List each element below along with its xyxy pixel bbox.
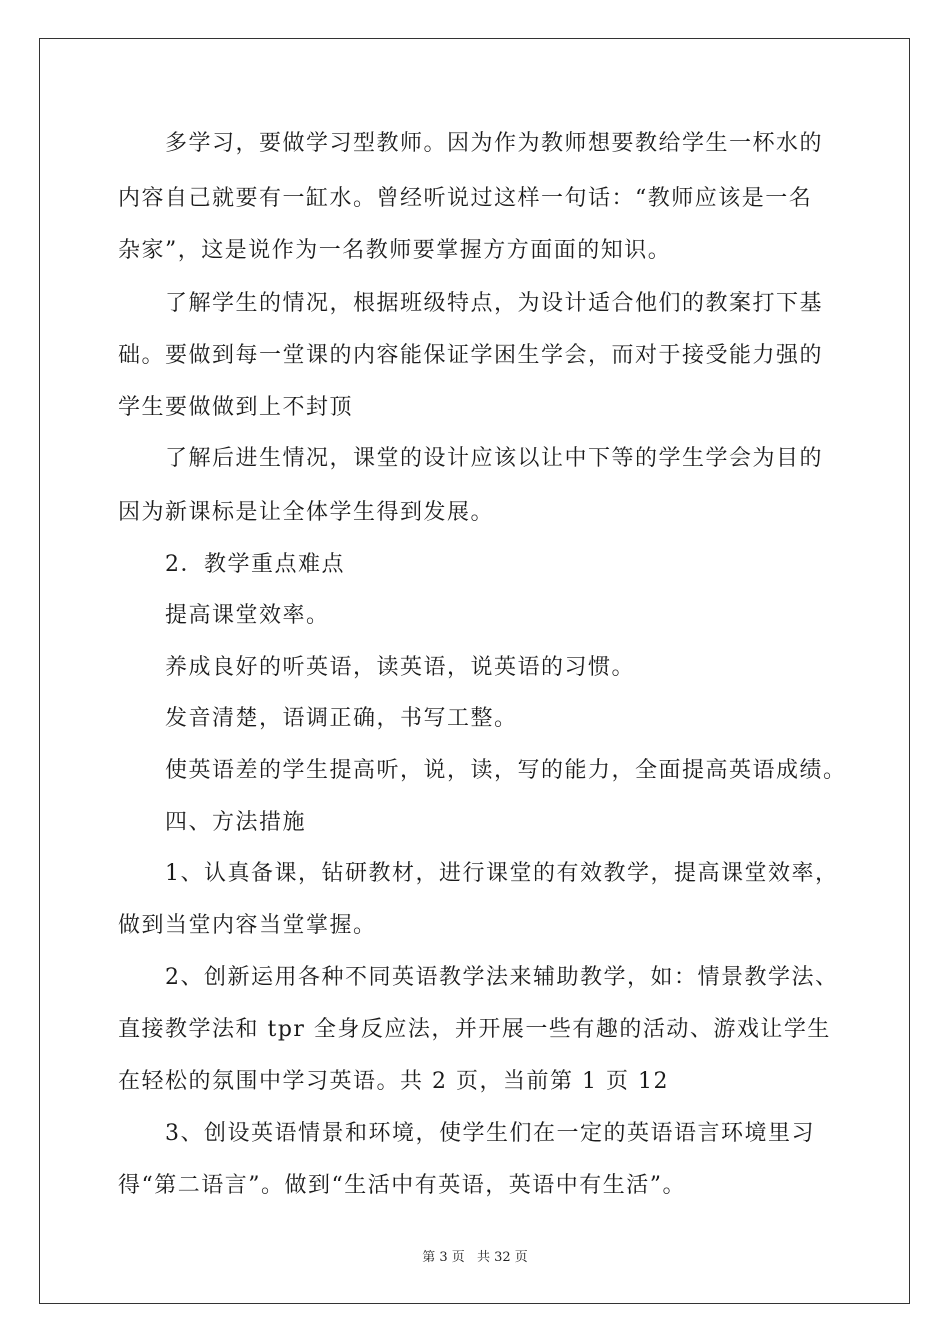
text-line: 因为新课标是让全体学生得到发展。 [118, 500, 495, 525]
text-line: 养成良好的听英语，读英语，说英语的习惯。 [165, 655, 636, 680]
text-line: 做到当堂内容当堂掌握。 [118, 913, 377, 938]
text-line: 学生要做做到上不封顶 [118, 395, 354, 420]
total-pages-label: 共 32 页 [476, 1250, 528, 1265]
text-line: 使英语差的学生提高听，说，读，写的能力，全面提高英语成绩。 [165, 758, 847, 783]
text-line: 提高课堂效率。 [165, 603, 330, 628]
current-page-label: 第 3 页 [422, 1250, 465, 1265]
text-line: 了解后进生情况，课堂的设计应该以让中下等的学生学会为目的 [165, 446, 824, 471]
text-line: 内容自己就要有一缸水。曾经听说过这样一句话：“教师应该是一名 [118, 186, 813, 211]
text-line: 杂家”，这是说作为一名教师要掌握方方面面的知识。 [118, 238, 672, 263]
text-line: 多学习，要做学习型教师。因为作为教师想要教给学生一杯水的 [165, 131, 824, 156]
text-line: 2、创新运用各种不同英语教学法来辅助教学，如：情景教学法、 [165, 965, 839, 990]
text-line: 得“第二语言”。做到“生活中有英语，英语中有生活”。 [118, 1173, 686, 1198]
text-line: 了解学生的情况，根据班级特点，为设计适合他们的教案打下基 [165, 291, 824, 316]
text-line: 3、创设英语情景和环境，使学生们在一定的英语语言环境里习 [165, 1121, 815, 1146]
text-line: 四、方法措施 [165, 810, 307, 835]
text-line: 1、认真备课，钻研教材，进行课堂的有效教学，提高课堂效率， [165, 861, 839, 886]
text-line: 在轻松的氛围中学习英语。共 2 页，当前第 1 页 12 [118, 1069, 669, 1094]
text-line: 发音清楚，语调正确，书写工整。 [165, 706, 518, 731]
text-line: 础。要做到每一堂课的内容能保证学困生学会，而对于接受能力强的 [118, 343, 824, 368]
text-line: 2．教学重点难点 [165, 552, 345, 577]
page-footer [0, 1246, 950, 1265]
text-line: 直接教学法和 tpr 全身反应法，并开展一些有趣的活动、游戏让学生 [118, 1017, 831, 1042]
